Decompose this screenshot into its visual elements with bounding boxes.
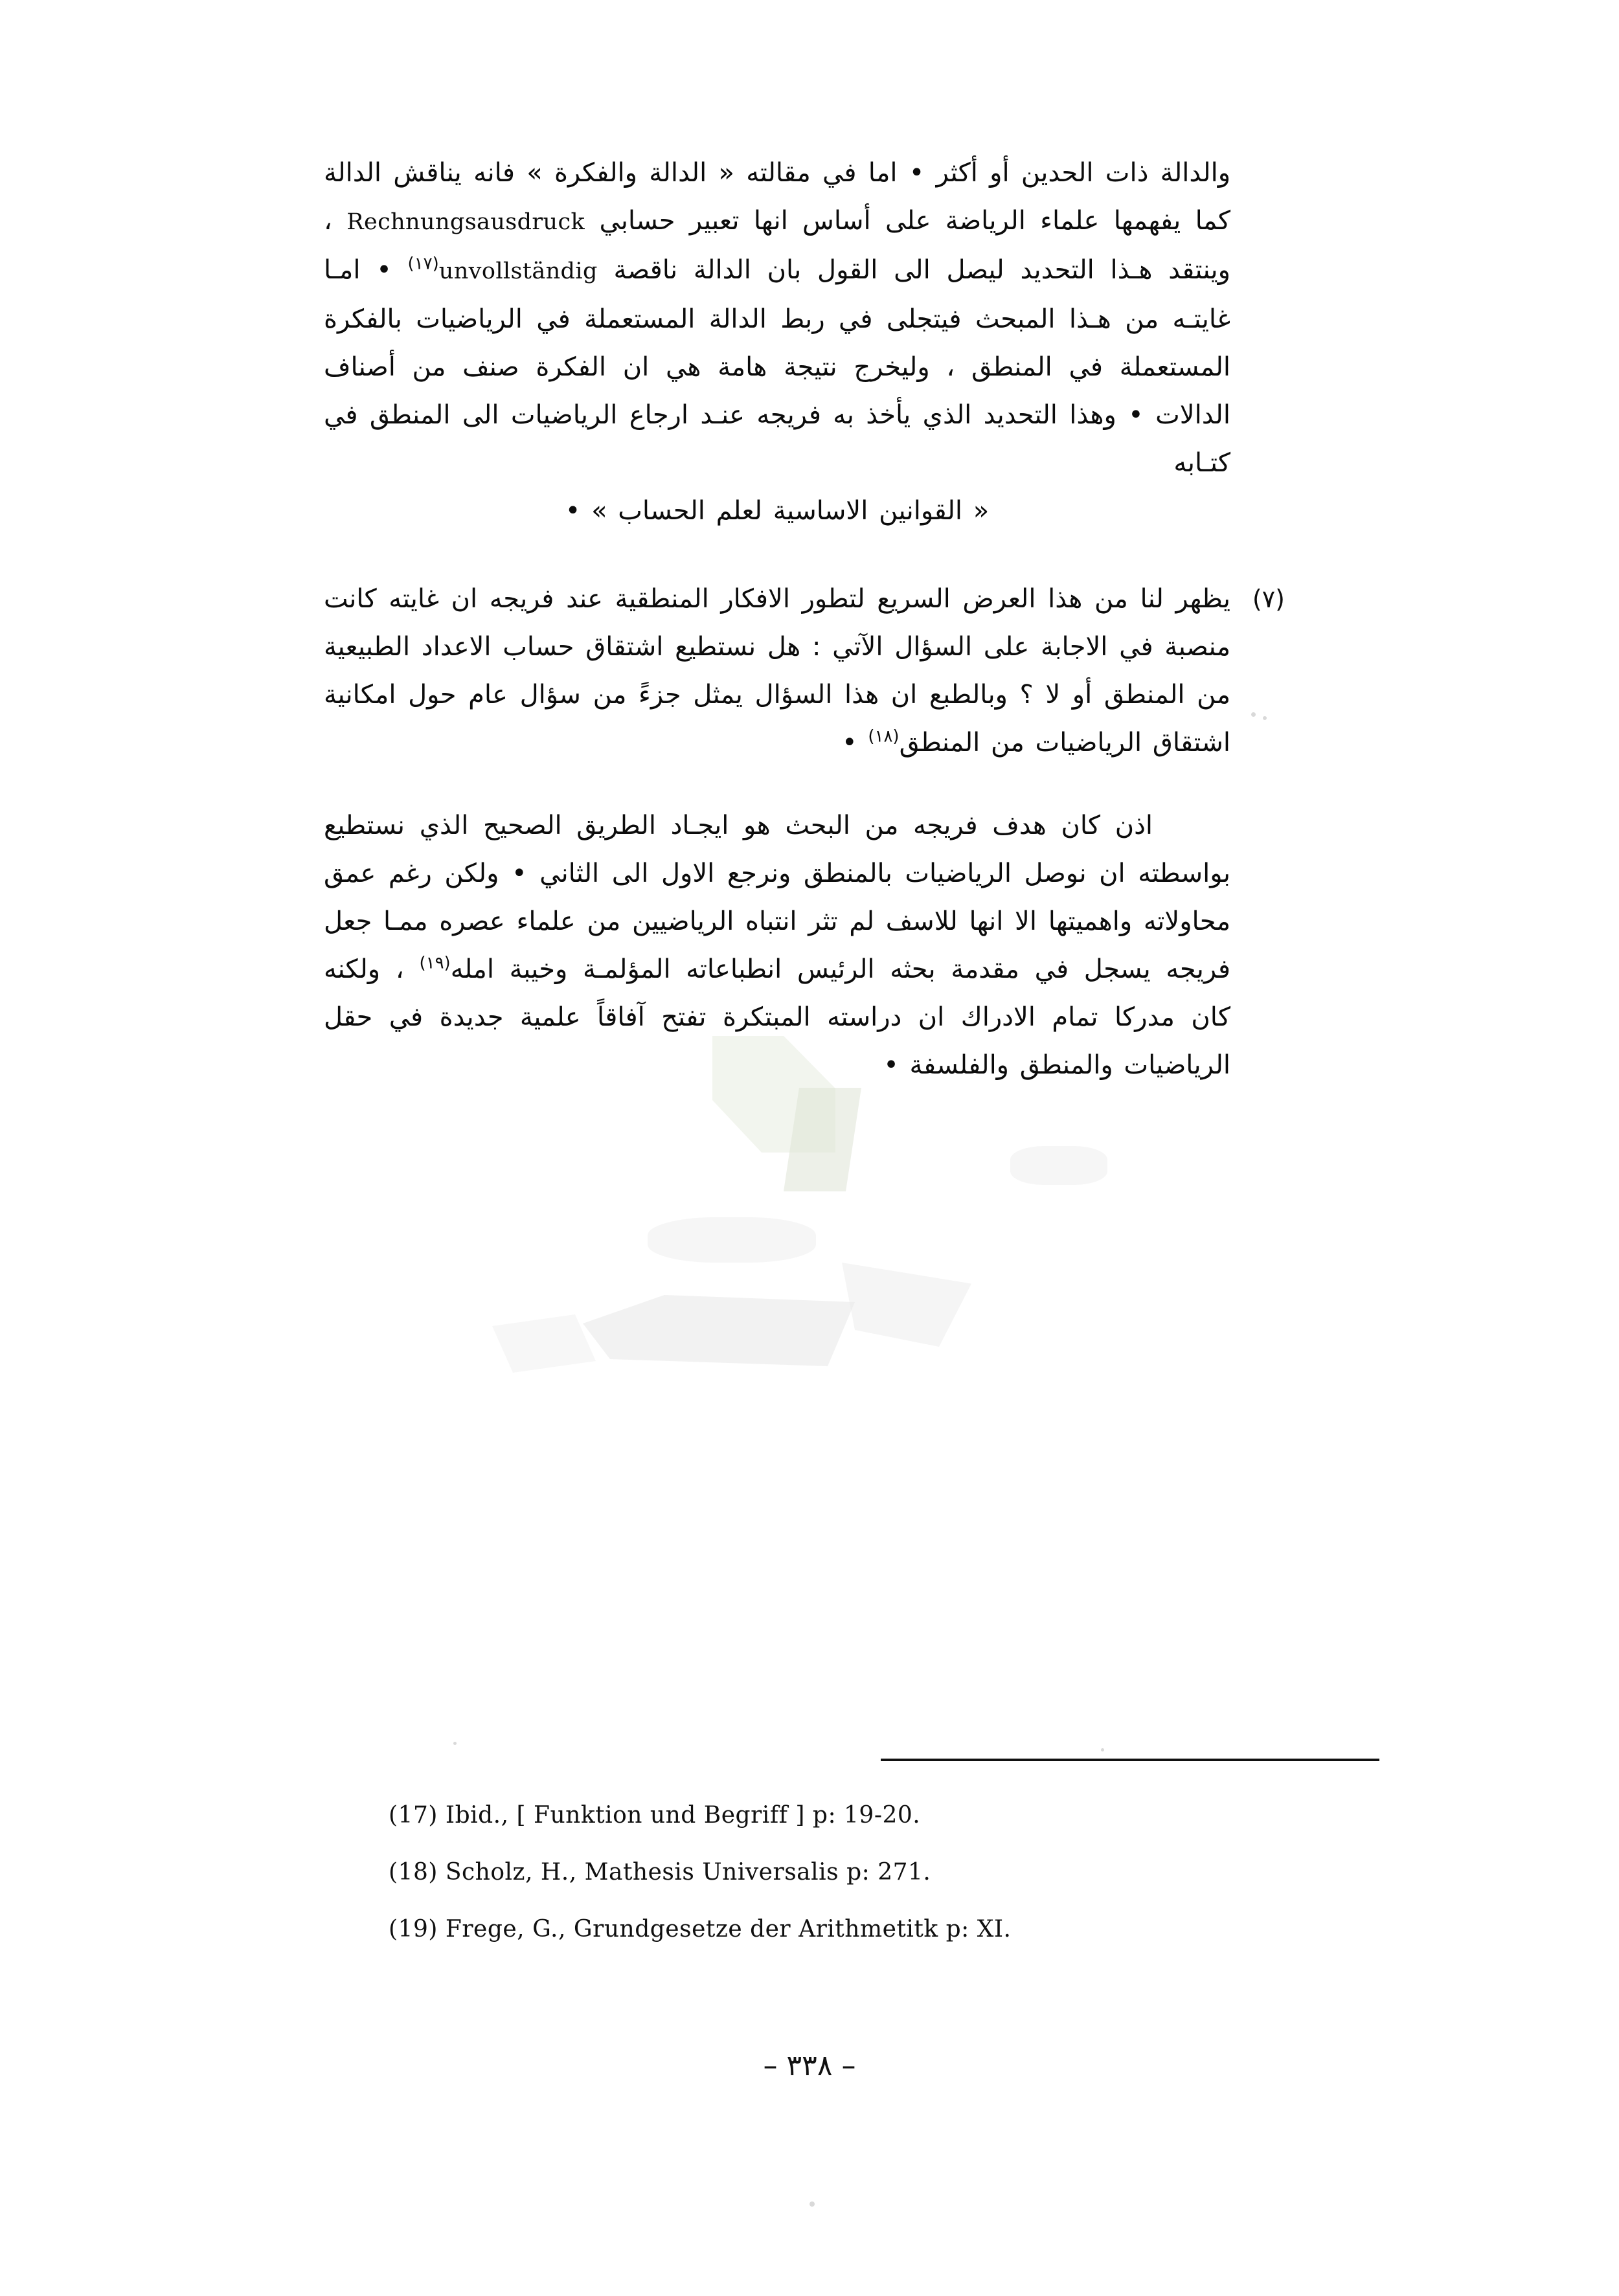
p1-line-10: يأخذ به فريجه عنـد ارجاع الرياضيات الى المنطق في كتـابه <box>324 400 1230 478</box>
p3-line-1: اذن كان هدف فريجه من البحث هو ايجـاد الطريق <box>576 811 1153 840</box>
p1-line-1: والدالة ذات الحدين أو أكثر • اما في مقالته « الدالة والفكرة » <box>526 158 1231 188</box>
p2-line-2: فريجه ان غايته كانت منصبة في الاجابة على السؤال الآتي : <box>324 584 1230 662</box>
footnote-separator-rule <box>881 1759 1379 1761</box>
footnote-ref-18: (١٨) <box>868 726 900 747</box>
p3-line-9: والفلسفة • <box>883 1050 1009 1080</box>
dust-speck <box>809 2201 815 2207</box>
watermark-shape <box>648 1217 816 1263</box>
watermark-shape <box>583 1295 855 1366</box>
watermark-shape <box>492 1314 596 1373</box>
dust-speck <box>1251 712 1256 717</box>
p2-line-3: هل نستطيع اشتقاق حساب الاعداد الطبيعية من المنطق أو لا ؟ <box>324 632 1231 710</box>
paragraph-spacer <box>324 535 1230 575</box>
p1-line-2: فانه يناقش الدالة كما يفهمها علماء الرياضة على أساس انها <box>324 158 1230 236</box>
paragraph-spacer <box>324 767 1230 802</box>
latin-term-unvollstaendig: unvollständig <box>438 258 598 284</box>
p2-line-5: اشتقاق الرياضيات من المنطق <box>899 728 1230 758</box>
watermark-shape <box>1010 1146 1107 1185</box>
paragraph-1 <box>324 149 1230 487</box>
watermark-shape <box>784 1088 861 1191</box>
footnote-ref-19: (١٩) <box>419 953 451 973</box>
p1-line-4: ، وينتقد هـذا التحديد <box>324 206 1231 285</box>
dust-speck <box>1263 716 1267 720</box>
dust-speck <box>1101 1748 1104 1751</box>
footnotes-section <box>389 1787 1360 1958</box>
paragraph-2 <box>324 575 1285 767</box>
footnote-item-18: (18) Scholz, H., Mathesis Universalis p: 271. <box>389 1859 931 1885</box>
p1-line-3: تعبير حسابي <box>599 206 740 236</box>
p3-line-2: الصحيح الذي نستطيع بواسطته ان نوصل الرياضيات بالمنطق <box>324 811 1230 888</box>
paragraph-1-quoted-title <box>324 487 1230 535</box>
dust-speck <box>453 1742 457 1745</box>
p3-line-6: وخيبة امله <box>450 954 568 984</box>
footnote-item-19: (19) Frege, G., Grundgesetze der Arithmetitk p: XI. <box>389 1916 1012 1942</box>
p3-line-4: الا انها للاسف لم تثر انتباه الرياضيين من علماء عصره ممـا <box>383 906 1037 936</box>
paragraph-number-marker: (٧) <box>1252 585 1285 613</box>
p2-line-6: • <box>842 728 857 758</box>
p1-line-9: هي ان الفكرة صنف من أصناف الدالات • وهذا التحديد الذي <box>324 352 1230 430</box>
latin-term-rechnungsausdruck: Rechnungsausdruck <box>346 209 585 235</box>
p1-quoted-title: « القوانين الاساسية لعلم الحساب » • <box>565 496 990 526</box>
p1-line-7: غايتـه من هـذا المبحث فيتجلى في ربط الدالة المستعملة في <box>536 304 1230 334</box>
footnote-item-17: (17) Ibid., [ Funktion und Begriff ] p: 19-20. <box>389 1802 921 1829</box>
text-column <box>324 149 1285 1089</box>
paragraph-3 <box>324 802 1230 1089</box>
p1-line-6: • امـا <box>324 255 392 285</box>
p1-line-5: ليصل الى القول بان الدالة ناقصة <box>613 255 1004 285</box>
p3-line-7: ، ولكنه كان مدركا تمام الادراك ان دراسته <box>324 954 1230 1032</box>
p2-line-4: وبالطبع ان هذا السؤال يمثل جزءً من سؤال عام حول امكانية <box>324 680 1008 710</box>
p3-line-8: المبتكرة تفتح آفاقاً علمية جديدة في حقل الرياضيات والمنطق <box>324 1002 1230 1080</box>
page-number: – ٣٣٨ – <box>763 2049 856 2082</box>
p3-line-3: ونرجع الاول الى الثاني • ولكن رغم عمق محاولاته واهميتها <box>324 859 1230 936</box>
p1-line-8: الرياضيات بالفكرة المستعملة في المنطق ، وليخرج نتيجة هامة <box>324 304 1231 382</box>
watermark-shape <box>842 1263 971 1347</box>
footnote-ref-17: (١٧) <box>407 254 439 274</box>
p3-line-5: جعل فريجه يسجل في مقدمة بحثه الرئيس انطباعاته المؤلمـة <box>324 906 1231 984</box>
p2-line-1: يظهر لنا من هذا العرض السريع لتطور الافكار المنطقية عند <box>566 584 1231 614</box>
